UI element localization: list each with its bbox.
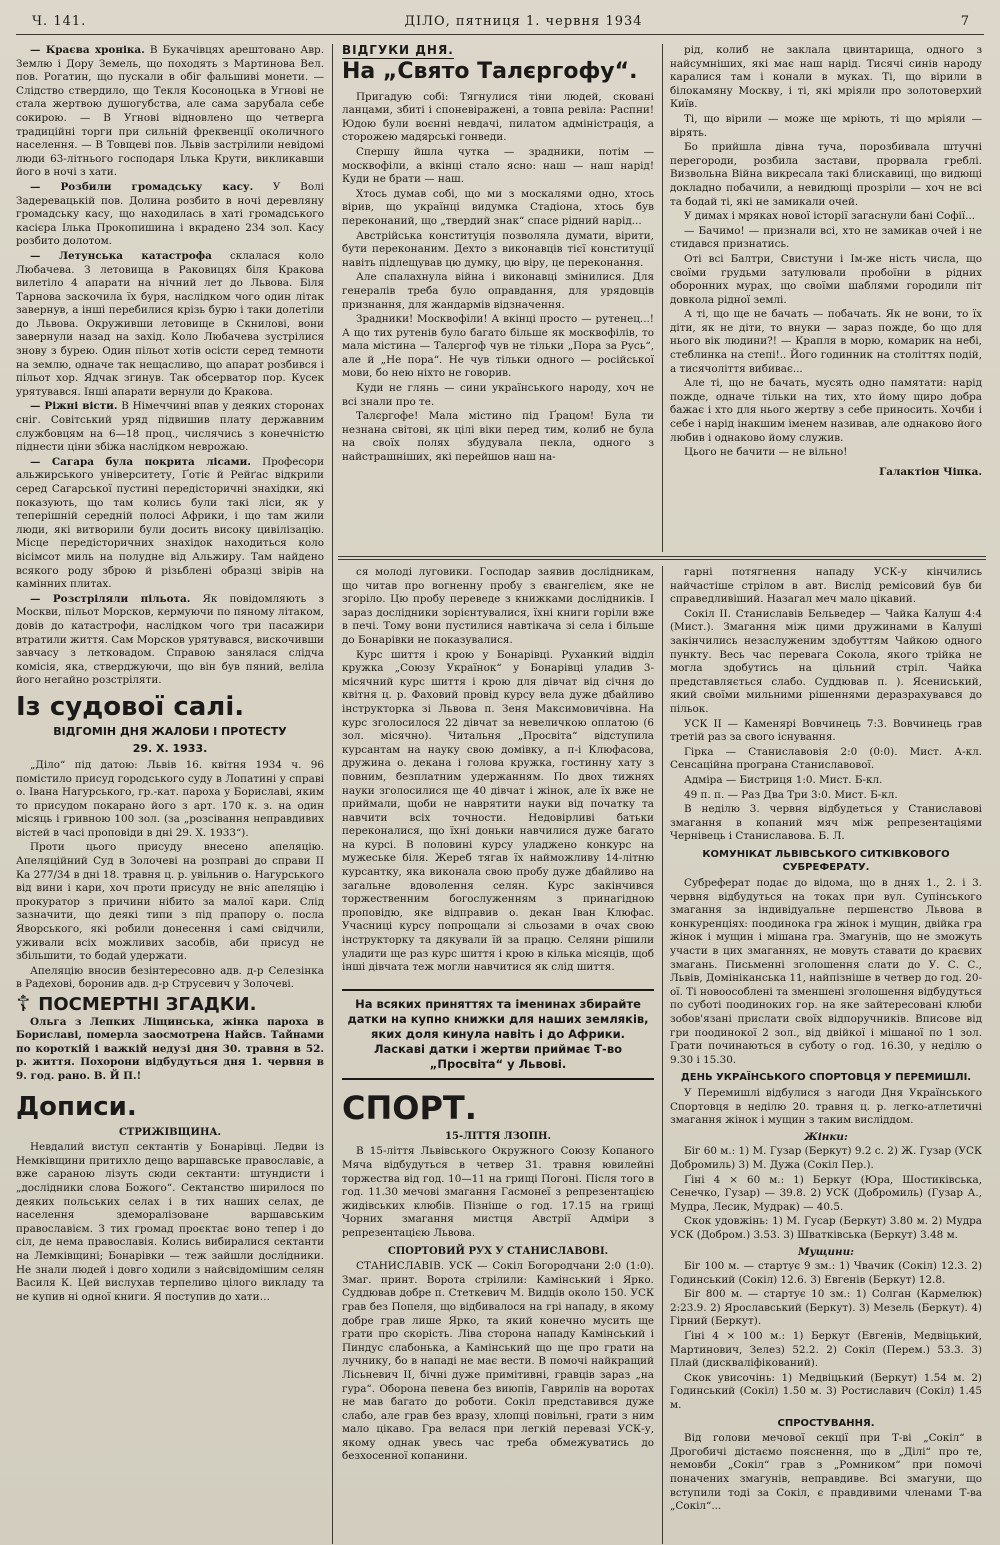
- section-divider: [338, 559, 986, 560]
- column-divider: [332, 44, 333, 1544]
- sport-section-title: СПОРТ.: [342, 1088, 477, 1127]
- feature-paragraph: Оті всі Балтри, Свистуни і Ім-же ність числа, що своїми грудьми затулювали пробоїни в рідних оборонних мурах, що своїми шаблями городили піт довкола рідної землі.: [670, 252, 982, 306]
- chronicle-item: [16, 593, 324, 688]
- chronicle-lead: — Летунська катастрофа: [30, 249, 212, 262]
- feature-paragraph: Бо прийшла дівна туча, порозбивала штучні перегороди, розбила застави, прорвала греблі. Визвольна Війна викресала такі блискавиці, що видющі докладно побачили, а невидющі прозріли — хоч не всі та бодай ті, які не замикали очей.: [670, 141, 982, 208]
- feature-paragraph: Спершу йшла чутка — зрадники, потім — москвофіли, а вкінці стало ясно: наш — наш нарід! Куди не брати — наш.: [342, 145, 654, 186]
- feature-signature: Галактіон Чіпка.: [879, 465, 982, 478]
- athletics-intro: У Перемишлі відбулися з нагоди Дня Українського Спортовця в неділю 20. травня ц. р. легко-атлетичні змагання жінок і мущин з таким висліддом.: [670, 1086, 982, 1127]
- dopysy-subtitle: СТРИЖІВЩИНА.: [118, 1126, 222, 1138]
- result-item: Ґіні 4 × 60 м.: 1) Беркут (Юра, Шостиківська, Сенечко, Гузар) — 39.8. 2) УСК (Добромиль) (Гузар А., Мудра, Лесик, Мудрак) — 40.5.: [670, 1173, 982, 1213]
- correction-text: Від голови мечової секції при Т-ві „Сокіл“ в Дрогобичі дістаємо пояснення, що в „Ділі“ про те, немовби „Сокіл“ грав з „Ромником“ при помочі поначених змагунів, неправдиве. Всі змагуни, що вступили тоді за Сокіл, є правдивими членами Т-ва „Сокіл“...: [670, 1432, 982, 1513]
- match-result: гарні потягнення нападу УСК-у кінчились найчастіше стрілом в авт. Вислід ремісовий був би справедливіший. Назагал меч мало цікавий.: [670, 566, 982, 606]
- match-result: УСК ІІ — Каменярі Вовчинець 7:3. Вовчинець грав третій раз за свого існування.: [670, 717, 982, 744]
- obituary-title: ПОСМЕРТНІ ЗГАДКИ.: [38, 994, 257, 1015]
- column-right-feature: [670, 44, 982, 552]
- column-middle-lower: [342, 566, 654, 1544]
- correction-title: СПРОСТУВАННЯ.: [777, 1417, 875, 1429]
- match-result: Гірка — Станиславовія 2:0 (0:0). Мист. А-кл. Сенсаційна програна Станиславової.: [670, 745, 982, 772]
- court-subtitle: ВІДГОМІН ДНЯ ЖАЛОБИ І ПРОТЕСТУ: [53, 724, 287, 738]
- feature-paragraph: Але спалахнула війна і виконавці змінилися. Для генералів треба було оправдання, для урядовців признання, для жандармів відзначення.: [342, 271, 654, 311]
- feature-paragraph: Але ті, що не бачать, мусять одно памятати: нарід пожде, одначе тільки на тих, хто йому щиро добра бажає і хто для нього жертву з себе приносить. Хочби і себе і нарід інакшим іменем називав, але однаково його любив і однаково йому служив.: [670, 377, 982, 444]
- page-header: [16, 14, 984, 35]
- chronicle-item: [16, 250, 324, 400]
- sport-subtitle-2: СПОРТОВИЙ РУХ У СТАНИСЛАВОВІ.: [387, 1245, 609, 1257]
- sport-text-2: СТАНИСЛАВІВ. УСК — Сокіл Богородчани 2:0 (1:0). Змаг. принт. Ворота стрілили: Камінський і Ярко. Суддював добре п. Стеткевич М. Видців около 150. УСК грав без Попеля, що відбивалося на грі нападу, в якому добре грав лише Ярко, та який конечно мусить ще грати про скорість. Ліва сторона нападу Камінський і Пиндус слабонька, а Камінський що ще про грати на лучнику, бо в нападі не має вести. В помочі найкращий Лісьневич ІІ, бічні дуже примітивні, гравців зараз „на гура“. Оборона певена без виюпів, Гаврилів на воротах не мав багато до роботи. Сокіл представився дуже слабо, але грав без вразу, хлопці повільні, грати з ним мало цікаво. Гра велася при легкій перевазі УСК-у, якому однак увесь час треба обмежуватись до безхосенної копанини.: [342, 1260, 654, 1463]
- obituary-text: Ольга з Лепких Ліщинська, жінка пароха в Бориславі, померла заосмотрена Найсв. Тайнами по короткій і важкій недузі дня 30. травня в 52. р. життя. Похорони відбудуться дня 1. червня в 9. год. рано. В. Й П.!: [16, 1015, 324, 1082]
- chronicle-item: [16, 456, 324, 592]
- feature-paragraph: Австрійська конституція позволяла думати, вірити, бути переконаним. Дехто з виконавців тієї конституції навіть підлещував цю думку, цю віру, це переконання.: [342, 229, 654, 269]
- feature-paragraph: Куди не глянь — сини українського народу, хоч не всі знали про те.: [342, 382, 654, 408]
- column-left: [16, 44, 324, 1544]
- orthodox-cross-icon: ☦: [16, 992, 31, 1017]
- chronicle-section: [16, 44, 324, 688]
- issue-number: Ч. 141.: [32, 14, 87, 29]
- feature-paragraph: Цього не бачити — не вільно!: [684, 446, 848, 459]
- feature-paragraph: Хтось думав собі, що ми з москалями одно, хтось вірив, що українці видумка Стадіона, хтось був переконаний, що „твердий знак“ спасе рідний нарід...: [342, 187, 654, 227]
- court-paragraph: Апеляцію вносив безінтересовно адв. д-р Селезінка в Радехові, боронив адв. д-р Струсевич у Золочеві.: [16, 964, 324, 991]
- match-result: В неділю 3. червня відбудеться у Станиславові змагання в копаний мяч між репрезентаціями Чернівець і Станиславова. Б. Л.: [670, 803, 982, 843]
- dopysy-text: Невдалий виступ сектантів у Бонарівці. Ледви із Немківщини притихло дещо варшавське православіє, а вже сараною лізуть сюди сектанти: штундисти і „дослідники слова Божого“. Сектанство ширилося по деяких польських селах і в тих наших селах, де населення здеморалізоване варшавським православієм. З тих громад проєктає воно тепер і до сіл, де нема православія. Колись вибиралися сектанти на Лемківщині; Бонарівки — теж зайшли дослідники. Не знали людей і довго ходили з найсвідомішим селян Василя К. Цей вислухав терпеливо цілого викладу та не купив ні одної книги. Я поступив до хати…: [16, 1141, 324, 1303]
- result-item: Біг 60 м.: 1) М. Гузар (Беркут) 9.2 с. 2) Ж. Гузар (УСК Добромиль) 3) М. Дужа (Сокіл Пер.).: [670, 1145, 982, 1171]
- chronicle-lead: — Краєва хроніка.: [30, 44, 145, 56]
- feature-paragraph: Зрадники! Москвофіли! А вкінці просто — рутенец...! А що тих рутенів було багато більше як москвофілів, то мала містина — Талєргоф чув не тільки „Пора за Русь“, але й „Не пора“. Не чув тільки одного — російської мови, бо нею ніхто не говорив.: [342, 313, 654, 380]
- result-item: Біг 100 м. — стартує 9 зм.: 1) Чвачик (Сокіл) 12.3. 2) Годинський (Сокіл) 12.6. 3) Евгенів (Беркут) 12.8.: [670, 1260, 982, 1286]
- result-item: Скок увисочінь: 1) Медвіцький (Беркут) 1.54 м. 2) Годинський (Сокіл) 1.50 м. 3) Ростиславич (Сокіл) 1.45 м.: [670, 1371, 982, 1412]
- court-section-title: Із судової салі.: [16, 691, 245, 722]
- komunikat-title: КОМУНІКАТ ЛЬВІВСЬКОГО СИТКІВКОВОГО СУБРЕФЕРАТУ.: [702, 848, 950, 874]
- court-paragraph: Проти цього присуду внесено апеляцію. Апеляційний Суд в Золочеві на розправі до справи ІІ Ка 277/34 в дні 18. травня ц. р. увільнив о. Нагурського від вини і кари, хоч проти присуду не вніс апеляцію і прокуратор з причини нібито за малої кари. Слід зазначити, що деякі типи з під прапору о. посла Яворського, які робили донесення і самі свідчили, уживали всіх можливих засобів, аби присуд не збільшити, то бодай удержати.: [16, 841, 324, 963]
- prosvita-notice: На всяких приняттях та іменинах збирайте датки на купно книжки для наших земляків, яких доля кинула навіть і до Африки. Ласкаві датки і жертви приймає Т-во „Просвіта“ у Львові.: [342, 989, 654, 1080]
- column-right-lower: [670, 566, 982, 1544]
- column-middle-feature: [342, 44, 654, 552]
- feature-paragraph: рід, колиб не заклала цвинтарища, одного з найсумніших, які має наш нарід. Тисячі синів народу каралися там і конали в муках. Ті, що вірили в білокамяну Москву, і ті, які мріяли про золотоверхий Київ.: [670, 44, 982, 111]
- feature-paragraph: Талєргофе! Мала містино під Ґрацом! Була ти незнана світові, як цілі віки перед тим, колиб не була на своїх полях збудувала пекла, одного з найстрашніших, які перейшов наш на-: [342, 410, 654, 464]
- chronicle-text: В Букачівцях арештовано Авр. Землю і Дору Земель, що походять з Мартинова Вел. пов. Рогатин, що пускали в обіг фальшиві монети. — Слідство ствердило, що Текля Косоноцька в Угнові не стала жертвою душогубства, але сама зарубала себе сокирою. — В Угнові відновлено що четверга традиційні торги при сильній фреквенції околичного населення. — В Товщеві пов. Львів застрілили невідомі люди 63-літнього господаря Ілька Крути, викликавши його в ночі з хати.: [16, 44, 324, 179]
- sport-subtitle-1: 15-ЛІТТЯ ЛЗОПН.: [445, 1130, 551, 1142]
- result-item: Ґіні 4 × 100 м.: 1) Беркут (Евгенів, Медвіцький, Мартинович, Зелез) 52.2. 2) Сокіл (Перем.) 53.3. 3) Плай (дискваліфікований).: [670, 1330, 982, 1370]
- news-notes: [342, 566, 654, 975]
- chronicle-item: [16, 181, 324, 249]
- feature-paragraph: У димах і мряках нової історії загаснули бані Софії...: [684, 210, 976, 223]
- women-label: Жінки:: [804, 1130, 848, 1143]
- sport-results: [670, 566, 982, 844]
- feature-paragraph: Ті, що вірили — може ще мріють, ті що мріяли — вірять.: [670, 112, 982, 139]
- section-divider: [338, 556, 986, 557]
- match-result: 49 п. п. — Раз Два Три 3:0. Мист. Б-кл.: [684, 788, 898, 801]
- result-item: Біг 800 м. — стартує 10 зм.: 1) Солган (Кармелюк) 2:23.9. 2) Ярославський (Беркут). 3) Мезель (Беркут). 4) Гірний (Беркут).: [670, 1288, 982, 1328]
- chronicle-lead: — Розбили громадську касу.: [30, 180, 254, 193]
- court-date: 29. Х. 1933.: [132, 741, 208, 755]
- men-results: [670, 1260, 982, 1413]
- news-paragraph: Курс шиття і крою у Бонарівці. Руханкий відділ кружка „Союзу Українок“ у Бонарівці уладив 3-місячний курс шиття і крою для дівчат від січня до квітня ц. р. Фаховий провід курсу вела дуже дбайливо інструкторка зі Львова п. Зеня Максимовичівна. На курс зголосилося 22 дівчат за невеличкою оплатою (6 зол. місячно). Читальня „Просвіта“ відступила курсантам на науку свою домівку, а п-і Клюфасова, дружина о. декана і голова кружка, гостинну хату з повним, безплатним удержанням. По двох тижнях науки зголосилися ще 40 дівчат і жінок, але їх вже не приймали, щоби не наврятити науки від початку та навчити всіх точности. Недовірливі батьки переконалися, що їхні доньки навчилися дуже багато на курсі. В половині курсу уладжено конкурс на мужеське біля. Жереб тягав їх найможливу 14-літню курсантку, яка виконала свою пробу дуже дбайливо на загальне вдоволення селян. Курс закінчився торжественним богослуженням з принагідною проповідю, яке відправив о. декан Іван Клюфас. Учасниці курсу попрощали зі сльозами в очах свою інструкторку та дякували їй за працю. Селяни рішили уладити ще раз курс шиття і крою в кілька місяців, щоб інші дівчата теж могли навчитися як слід шиття.: [342, 648, 654, 974]
- chronicle-text: В Німеччині впав у деяких сторонах сніг. Совітський уряд підвишив платy державним службовцям на 6—18 проц., числячись з конечністю піднести ціни збіжа наслідком неврожаю.: [16, 400, 324, 454]
- court-paragraph: „Діло“ під датою: Львів 16. квітня 1934 ч. 96 помістило присуд городського суду в Лопатині у справі о. Івана Нагурського, гр.-кат. пароха у Бориславі, яким то присудом покарано його з арт. 170 к. з. на один місяць і гривною 100 зол. (за „розсівання неправдивих вістей в часі проповіди в дні 29. Х. 1933“).: [16, 758, 324, 839]
- komunikat-text: Субреферат подає до відома, що в днях 1., 2. і 3. червня відбудуться на токах при вул. Супінського змагання за індивідуальне першенство Львова в конкуренціях: поодинока гра жінок і мущин, двійка гра жінок і мущин і мішана гра. Змагунів, що не зможуть участи в цих змаганнях, не мовуть ставати до краєвих змагань. Письменні зголошення слати до У. С. С., Львів, Домініканська 11, найпізніше в четвер до год. 20-ої. Ті новоособлені та зменшені зголошення відбудуться по суботі поодиноких гор. на яке зайтересовані клюби зобов'язані прислати своїх відпоручників. Вписове від гри поодинокої 2 зол., від двійкої і мішаної по 1 зол. Грати починаються в суботу о год. 16.30, у неділю о 9.30 і 15.30.: [670, 877, 982, 1066]
- court-article: [16, 759, 324, 992]
- dopysy-title: Дописи.: [16, 1091, 137, 1122]
- chronicle-item: [16, 44, 324, 180]
- chronicle-text: Як повідомляють з Москви, пільот Морсков, кермуючи по пяному літаком, довів до катастрофи, наслідком чого три пасажири втратили життя. Сам Морсков урятувався, вискочивши завчасу з летковадом. Справою занялася слідча комісія, яка, стверджуючи, що він був пяний, веліла його негайно розстріляти.: [16, 592, 324, 687]
- masthead-date: ДІЛО, пятниця 1. червня 1934: [404, 14, 643, 29]
- feature-paragraph: — Бачимо! — признали всі, хто не замикав очей і не стидався признатись.: [670, 224, 982, 251]
- feature-article-continued: [670, 44, 982, 460]
- chronicle-text: склалася коло Любачева. З летовища в Раковицях біля Кракова вилетіло 4 апарати на нічний лет до Львова. Біля Тарнова заскочила їх буря, наслідком чого один літак завернув, а інші перебилися крізь бурю і таки долетіли до Львова. Окруживши летовище в Скнилові, вони завернули назад на захід. Коло Любачева зустрілися знову з бурею. Один пільот хотів осісти серед темноти на землю, одначе так нещасливо, що апарат розбився і пільот хор. Ядчак згинув. Так обсерватор пор. Кусек урятувався. Інші апарати вернули до Кракова.: [16, 249, 324, 398]
- feature-kicker: ВІДГУКИ ДНЯ.: [342, 44, 454, 57]
- column-divider: [662, 44, 663, 552]
- men-label: Мущини:: [797, 1245, 855, 1258]
- column-divider: [662, 566, 663, 1544]
- match-result: Сокіл ІІ. Станиславів Бельведер — Чайка Калуш 4:4 (Мист.). Змагання між цими дружинами в Калуші закінчились незаслуженим здобуттям Чайкою одного пункту. Весь час перевага Сокола, якого трійка не могла здобутись на цільний стріл. Чайка представляється слабо. Суддював п. ). Ясениський, який своїми мильними рішеннями деразрахувався до пільок.: [670, 607, 982, 715]
- chronicle-lead: — Сагара була покрита лісами.: [30, 455, 251, 468]
- page-number: 7: [960, 14, 970, 29]
- chronicle-item: [16, 400, 324, 454]
- feature-article: [342, 91, 654, 465]
- chronicle-text: У Волі Задеревацькій пов. Долина розбито в ночі деревляну громадську касу, що находилась в хаті громадського касієра Ілька Прокопишина і вкрадено 234 зол. Касу розбито долотом.: [16, 180, 324, 248]
- chronicle-text: Професори альжирського університету, Ґотіє й Рейґас відкрили серед Сагарської пустині передісторичні знахідки, які показують, що там колись були такі ліси, як у теперішній середній полосі Африки, і що там жили люди, які витворили були досить високу цивілізацію. Місце передісторичних знахідок находиться коло вісімсот миль на полудне від Альжиру. Там найдено всякого роду зброю й різьблені образці звірів на камінних плитах.: [16, 455, 324, 591]
- result-item: Скок удовжінь: 1) М. Гусар (Беркут) 3.80 м. 2) Мудра УСК (Добром.) 3.53. 3) Шватківська (Беркут) 3.48 м.: [670, 1215, 982, 1241]
- chronicle-lead: — Ріжні вісти.: [30, 400, 118, 413]
- feature-title: На „Свято Талєргофу“.: [342, 58, 638, 84]
- women-results: [670, 1145, 982, 1242]
- chronicle-lead: — Розстріляли пільота.: [30, 592, 191, 605]
- news-paragraph: ся молоді луговики. Господар заявив дослідникам, що читав про вогненну пробу з євангелієм, яке не згоріло. Цю пробу переведе з книжками дослідників. І зараз дослідники зорієнтувалися, їхні книги горіли вже в печі. Тому вони пустилися навтікача зі села і більше до Бонарівки не показувалися.: [342, 566, 654, 646]
- match-result: Адміра — Бистриця 1:0. Мист. Б-кл.: [684, 773, 883, 786]
- sport-text-1: В 15-ліття Львівського Окружного Союзу Копаного Мяча відбудуться в четвер 31. травня ювилейні торжества від год. 10—11 на грищі Погоні. Після того в год. 11.30 мечові змагання Гасмонеї з репрезентацією жидівських клюбів. Пізніше о год. 17.15 на грищі Чорних змагання мистця Австрії Адміри з репрезентацією Львова.: [342, 1145, 654, 1239]
- athletics-title: ДЕНЬ УКРАЇНСЬКОГО СПОРТОВЦЯ У ПЕРЕМИШЛІ.: [680, 1072, 972, 1084]
- obituary-header: [16, 992, 324, 1017]
- feature-paragraph: А ті, що ще не бачать — побачать. Як не вони, то їх діти, як не діти, то внуки — зараз пожде, бо що для нього вік людини?! — Крапля в морю, комарик на небі, стеблинка на степі!.. Його годинник на століттях подій, а тисячоліття вибиває...: [670, 308, 982, 375]
- feature-paragraph: Пригадую собі: Тягнулися тіни людей, сковані ланцами, збиті і споневіражені, а товпа ревіла: Распни! Юдою були воєнні невдачі, пилатом адміністрація, а сторожею мадярські гонведи.: [342, 90, 654, 144]
